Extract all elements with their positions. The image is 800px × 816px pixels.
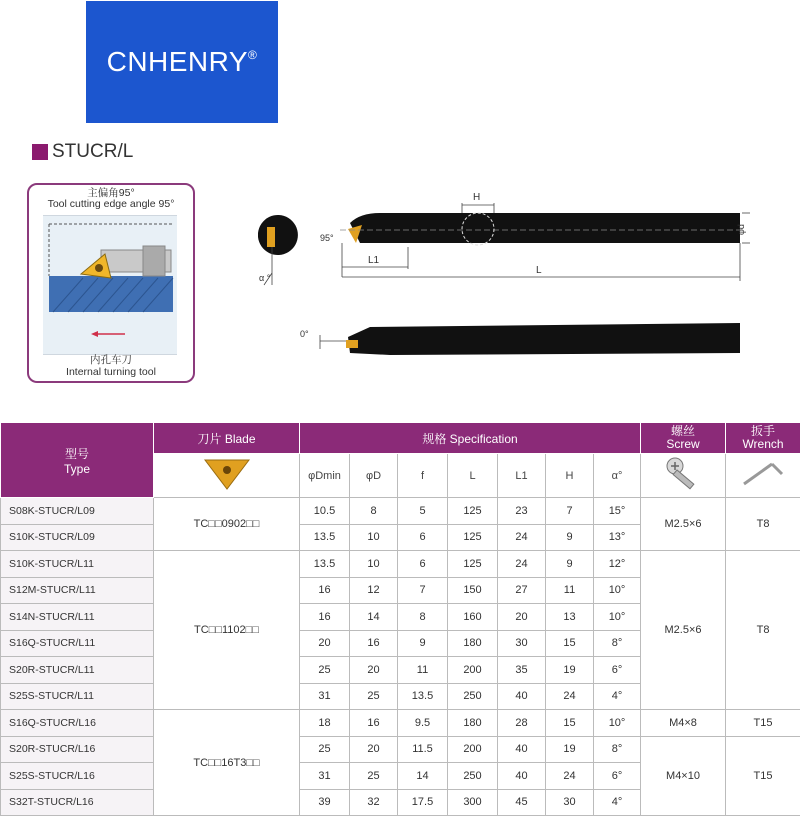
angle95-label: 95° (320, 233, 334, 243)
cell: 6° (594, 763, 641, 790)
cell: 7 (398, 577, 448, 604)
cell: 31 (300, 763, 350, 790)
cell: 40 (498, 683, 546, 710)
wrench-cell: T8 (726, 551, 800, 710)
cell: 40 (498, 763, 546, 790)
wrench-icon (738, 456, 788, 492)
cell: 9.5 (398, 710, 448, 737)
table-row (1, 498, 800, 525)
screw-cell: M4×10 (641, 736, 726, 816)
wrench-header-cn: 扳手 (726, 425, 800, 438)
cell: 8 (350, 498, 398, 525)
wrench-image-cell (726, 454, 800, 498)
screw-header-cn: 螺丝 (641, 425, 725, 438)
cell: 16 (300, 604, 350, 631)
cell: 150 (448, 577, 498, 604)
screw-cell: M2.5×6 (641, 551, 726, 710)
tool-angle-panel (27, 183, 195, 383)
cell: 25 (350, 763, 398, 790)
cell: 11 (546, 577, 594, 604)
H-label: H (473, 192, 480, 203)
cell: 17.5 (398, 789, 448, 816)
cell: 200 (448, 657, 498, 684)
cell: 6 (398, 551, 448, 578)
wrench-header-en: Wrench (726, 438, 800, 451)
cell: 20 (350, 736, 398, 763)
insert-side-icon (346, 340, 358, 348)
type-cell: S08K-STUCR/L09 (1, 498, 154, 525)
cell: 39 (300, 789, 350, 816)
col-L: L (448, 454, 498, 498)
type-cell: S14N-STUCR/L11 (1, 604, 154, 631)
cell: 200 (448, 736, 498, 763)
cell: 30 (546, 789, 594, 816)
cell: 25 (300, 657, 350, 684)
cell: 24 (498, 524, 546, 551)
cell: 15 (546, 630, 594, 657)
cell: 125 (448, 498, 498, 525)
cell: 9 (546, 551, 594, 578)
cell: 35 (498, 657, 546, 684)
type-cell: S10K-STUCR/L11 (1, 551, 154, 578)
cell: 16 (350, 710, 398, 737)
panel-caption-cn: 主偏角95° (29, 188, 193, 199)
L1-label: L1 (368, 255, 380, 266)
cell: 14 (398, 763, 448, 790)
screw-cell: M2.5×6 (641, 498, 726, 551)
cell: 8 (398, 604, 448, 631)
cell: 15° (594, 498, 641, 525)
wrench-cell: T8 (726, 498, 800, 551)
cell: 20 (350, 657, 398, 684)
blade-header: 刀片 Blade (154, 423, 300, 454)
triangle-insert-icon (197, 457, 257, 491)
cell: 250 (448, 683, 498, 710)
cell: 12° (594, 551, 641, 578)
type-cell: S12M-STUCR/L11 (1, 577, 154, 604)
type-cell: S20R-STUCR/L11 (1, 657, 154, 684)
type-cell: S16Q-STUCR/L16 (1, 710, 154, 737)
col-f: f (398, 454, 448, 498)
cell: 180 (448, 630, 498, 657)
cell: 7 (546, 498, 594, 525)
col-L1: L1 (498, 454, 546, 498)
cell: 19 (546, 736, 594, 763)
insert-end-view-icon (267, 227, 275, 247)
blade-cell: TC□□1102□□ (154, 551, 300, 710)
cell: 10° (594, 710, 641, 737)
cell: 11.5 (398, 736, 448, 763)
cell: 13.5 (300, 551, 350, 578)
cell: 40 (498, 736, 546, 763)
screw-header-en: Screw (641, 438, 725, 451)
cell: 45 (498, 789, 546, 816)
table-row (1, 710, 800, 737)
cell: 8° (594, 736, 641, 763)
cell: 13° (594, 524, 641, 551)
cell: 250 (448, 763, 498, 790)
screw-image-cell (641, 454, 726, 498)
type-cell: S20R-STUCR/L16 (1, 736, 154, 763)
cell: 10 (350, 551, 398, 578)
cell: 24 (546, 683, 594, 710)
blade-image-cell (154, 454, 300, 498)
cell: 11 (398, 657, 448, 684)
blade-cell: TC□□16T3□□ (154, 710, 300, 816)
registered-mark: ® (248, 48, 257, 62)
zero-angle-label: 0° (300, 329, 309, 339)
panel-bottom-cn: 内孔车刀 (29, 354, 193, 366)
type-cell: S32T-STUCR/L16 (1, 789, 154, 816)
model-title: STUCR/L (52, 141, 133, 163)
brand-name: CNHENRY (107, 46, 248, 77)
cell: 28 (498, 710, 546, 737)
cell: 13.5 (300, 524, 350, 551)
cell: 9 (398, 630, 448, 657)
cell: 125 (448, 524, 498, 551)
wrench-cell: T15 (726, 736, 800, 816)
type-cell: S10K-STUCR/L09 (1, 524, 154, 551)
screw-cell: M4×8 (641, 710, 726, 737)
cell: 300 (448, 789, 498, 816)
cell: 13 (546, 604, 594, 631)
brand-logo (86, 1, 278, 123)
cell: 10 (350, 524, 398, 551)
spec-header: 规格 Specification (300, 423, 641, 454)
cell: 19 (546, 657, 594, 684)
turning-illustration (43, 215, 177, 355)
type-header-cn: 型号 (1, 445, 153, 462)
cell: 16 (300, 577, 350, 604)
panel-bottom-en: Internal turning tool (29, 366, 193, 378)
cell: 32 (350, 789, 398, 816)
cell: 24 (546, 763, 594, 790)
table-row (1, 551, 800, 578)
internal-turning-illustration (43, 216, 177, 354)
cell: 16 (350, 630, 398, 657)
cell: 18 (300, 710, 350, 737)
boring-bar-side-view (348, 323, 740, 355)
wrench-header (726, 423, 800, 454)
cell: 9 (546, 524, 594, 551)
cell: 10° (594, 604, 641, 631)
cell: 31 (300, 683, 350, 710)
cell: 25 (300, 736, 350, 763)
cell: 5 (398, 498, 448, 525)
cell: 15 (546, 710, 594, 737)
cell: 160 (448, 604, 498, 631)
type-cell: S25S-STUCR/L16 (1, 763, 154, 790)
table-row (1, 736, 800, 763)
wrench-cell: T15 (726, 710, 800, 737)
cell: 4° (594, 683, 641, 710)
panel-bottom-caption (29, 354, 193, 378)
L-label: L (536, 265, 542, 276)
cell: 6 (398, 524, 448, 551)
cell: 14 (350, 604, 398, 631)
cell: 125 (448, 551, 498, 578)
cell: 27 (498, 577, 546, 604)
cell: 30 (498, 630, 546, 657)
cell: 12 (350, 577, 398, 604)
panel-caption-en: Tool cutting edge angle 95° (29, 199, 193, 210)
cell: 10° (594, 577, 641, 604)
cell: 24 (498, 551, 546, 578)
cell: 4° (594, 789, 641, 816)
alpha-label: α ° (259, 273, 271, 283)
blade-cell: TC□□0902□□ (154, 498, 300, 551)
type-header (1, 423, 154, 498)
cell: 25 (350, 683, 398, 710)
type-cell: S16Q-STUCR/L11 (1, 630, 154, 657)
model-title-row (32, 141, 133, 163)
cell: 180 (448, 710, 498, 737)
type-cell: S25S-STUCR/L11 (1, 683, 154, 710)
cell: 13.5 (398, 683, 448, 710)
col-alpha: α° (594, 454, 641, 498)
cell: 10.5 (300, 498, 350, 525)
end-view-shape (258, 215, 298, 255)
screw-icon (663, 456, 703, 492)
col-d: φD (350, 454, 398, 498)
screw-header (641, 423, 726, 454)
tool-dimension-drawing (250, 185, 750, 370)
phi-d-label: φd (736, 224, 746, 235)
col-dmin: φDmin (300, 454, 350, 498)
type-header-en: Type (1, 462, 153, 476)
cell: 20 (498, 604, 546, 631)
boring-bar-top-view (350, 213, 740, 243)
title-bullet-icon (32, 144, 48, 160)
cell: 6° (594, 657, 641, 684)
cell: 20 (300, 630, 350, 657)
cell: 23 (498, 498, 546, 525)
spec-table (0, 422, 800, 816)
cell: 8° (594, 630, 641, 657)
col-H: H (546, 454, 594, 498)
